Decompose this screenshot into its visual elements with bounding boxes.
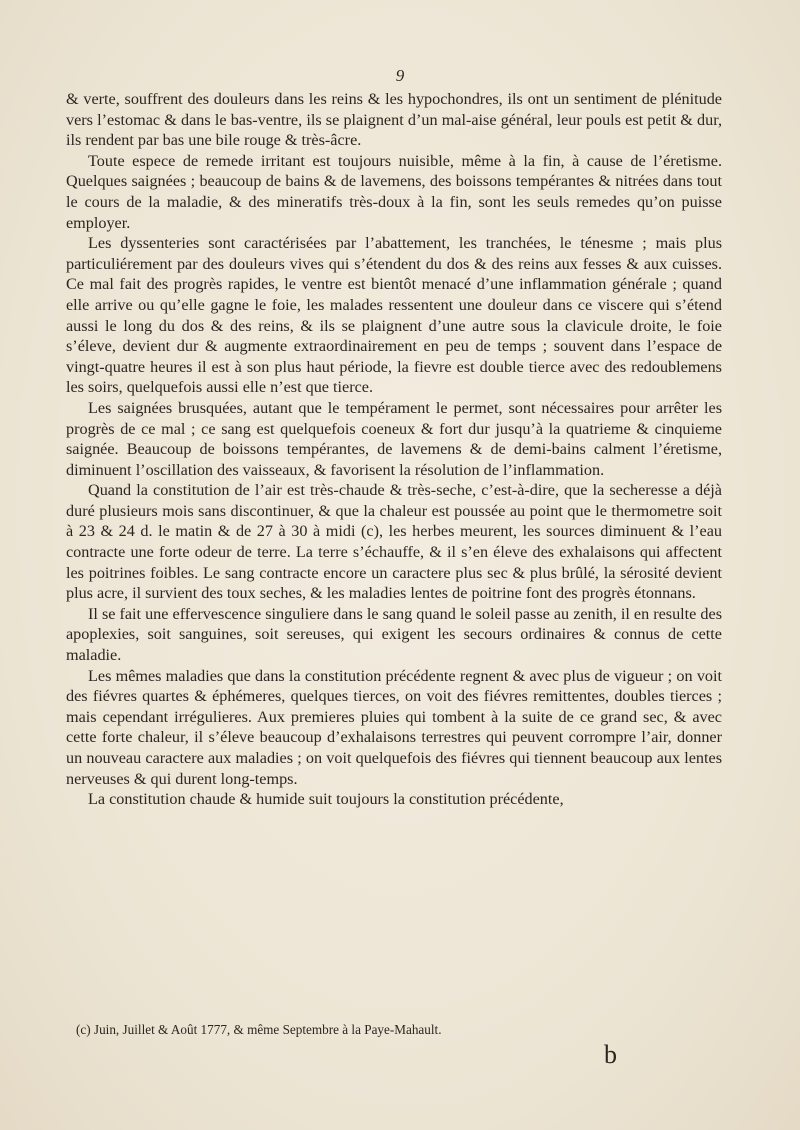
paragraph-7: Les mêmes maladies que dans la constitution précédente regnent & avec plus de vigueur ; on voit des fiévres quartes & éphémeres, quelques tierces, on voit des fiévres remittentes, doubles tierces ; mais cependant irrégulieres. Aux premieres pluies qui tombent à la suite de ce grand sec, & avec cette forte chaleur, il s’éleve beaucoup d’exhalaisons terrestres qui peuvent corrompre l’air, donner un nouveau caractere aux maladies ; on voit quelquefois des fiévres qui tiennent beaucoup aux lentes nerveuses & qui durent long-temps. (66, 666, 722, 788)
paragraph-4: Les saignées brusquées, autant que le tempérament le permet, sont nécessaires pour arrêter les progrès de ce mal ; ce sang est quelquefois coeneux & fort dur jusqu’à la quatrieme & cinquieme saignée. Beaucoup de boissons tempérantes, de lavemens & de demi-bains calment l’éretisme, diminuent l’oscillation des vaisseaux, & favorisent la résolution de l’inflammation. (66, 398, 722, 479)
page-number: 9 (395, 66, 405, 85)
footnote: (c) Juin, Juillet & Août 1777, & même Septembre à la Paye-Mahault. (76, 1022, 442, 1037)
paragraph-8: La constitution chaude & humide suit toujours la constitution précédente, (88, 790, 564, 809)
body-text (66, 89, 722, 810)
paragraph-5: Quand la constitution de l’air est très-chaude & très-seche, c’est-à-dire, que la secheresse a déjà duré plusieurs mois sans discontinuer, & que la chaleur est poussée au point que le thermometre soit à 23 & 24 d. le matin & de 27 à 30 à midi (c), les herbes meurent, les sources diminuent & l’eau contracte une forte odeur de terre. La terre s’échauffe, & il s’en éleve des exhalaisons qui affectent les poitrines foibles. Le sang contracte encore un caractere plus sec & plus brûlé, la sérosité devient plus acre, il survient des toux seches, & les maladies lentes de poitrine font des progrès étonnans. (66, 481, 722, 603)
paragraph-6: Il se fait une effervescence singuliere dans le sang quand le soleil passe au zenith, il en resulte des apoplexies, soit sanguines, soit sereuses, qui exigent les secours ordinaires & connus de cette maladie. (66, 604, 722, 665)
signature-mark: b (604, 1040, 617, 1069)
paragraph-2: Toute espece de remede irritant est toujours nuisible, même à la fin, à cause de l’éretisme. Quelques saignées ; beaucoup de bains & de lavemens, des boissons tempérantes & nitrées dans tout le cours de la maladie, & des mineratifs très-doux à la fin, sont les seuls remedes qu’on puisse employer. (66, 151, 722, 232)
paragraph-3: Les dyssenteries sont caractérisées par l’abattement, les tranchées, le ténesme ; mais plus particuliérement par des douleurs vives qui s’étendent du dos & des reins aux fesses & aux cuisses. Ce mal fait des progrès rapides, le ventre est bientôt menacé d’une inflammation générale ; quand elle arrive ou qu’elle gagne le foie, les malades ressentent une douleur dans ce viscere qui s’étend aussi le long du dos & des reins, & ils se plaignent d’une autre sous la clavicule droite, le foie s’éleve, devient dur & augmente extraordinairement en peu de temps ; souvent dans l’espace de vingt-quatre heures il est à son plus haut période, la fievre est double tierce avec des redoublemens les soirs, quelquefois aussi elle n’est que tierce. (66, 234, 722, 397)
paragraph-1: & verte, souffrent des douleurs dans les reins & les hypochondres, ils ont un sentiment de plénitude vers l’estomac & dans le bas-ventre, ils se plaignent d’un mal-aise général, leur pouls est petit & dur, ils rendent par bas une bile rouge & très-âcre. (66, 90, 722, 150)
